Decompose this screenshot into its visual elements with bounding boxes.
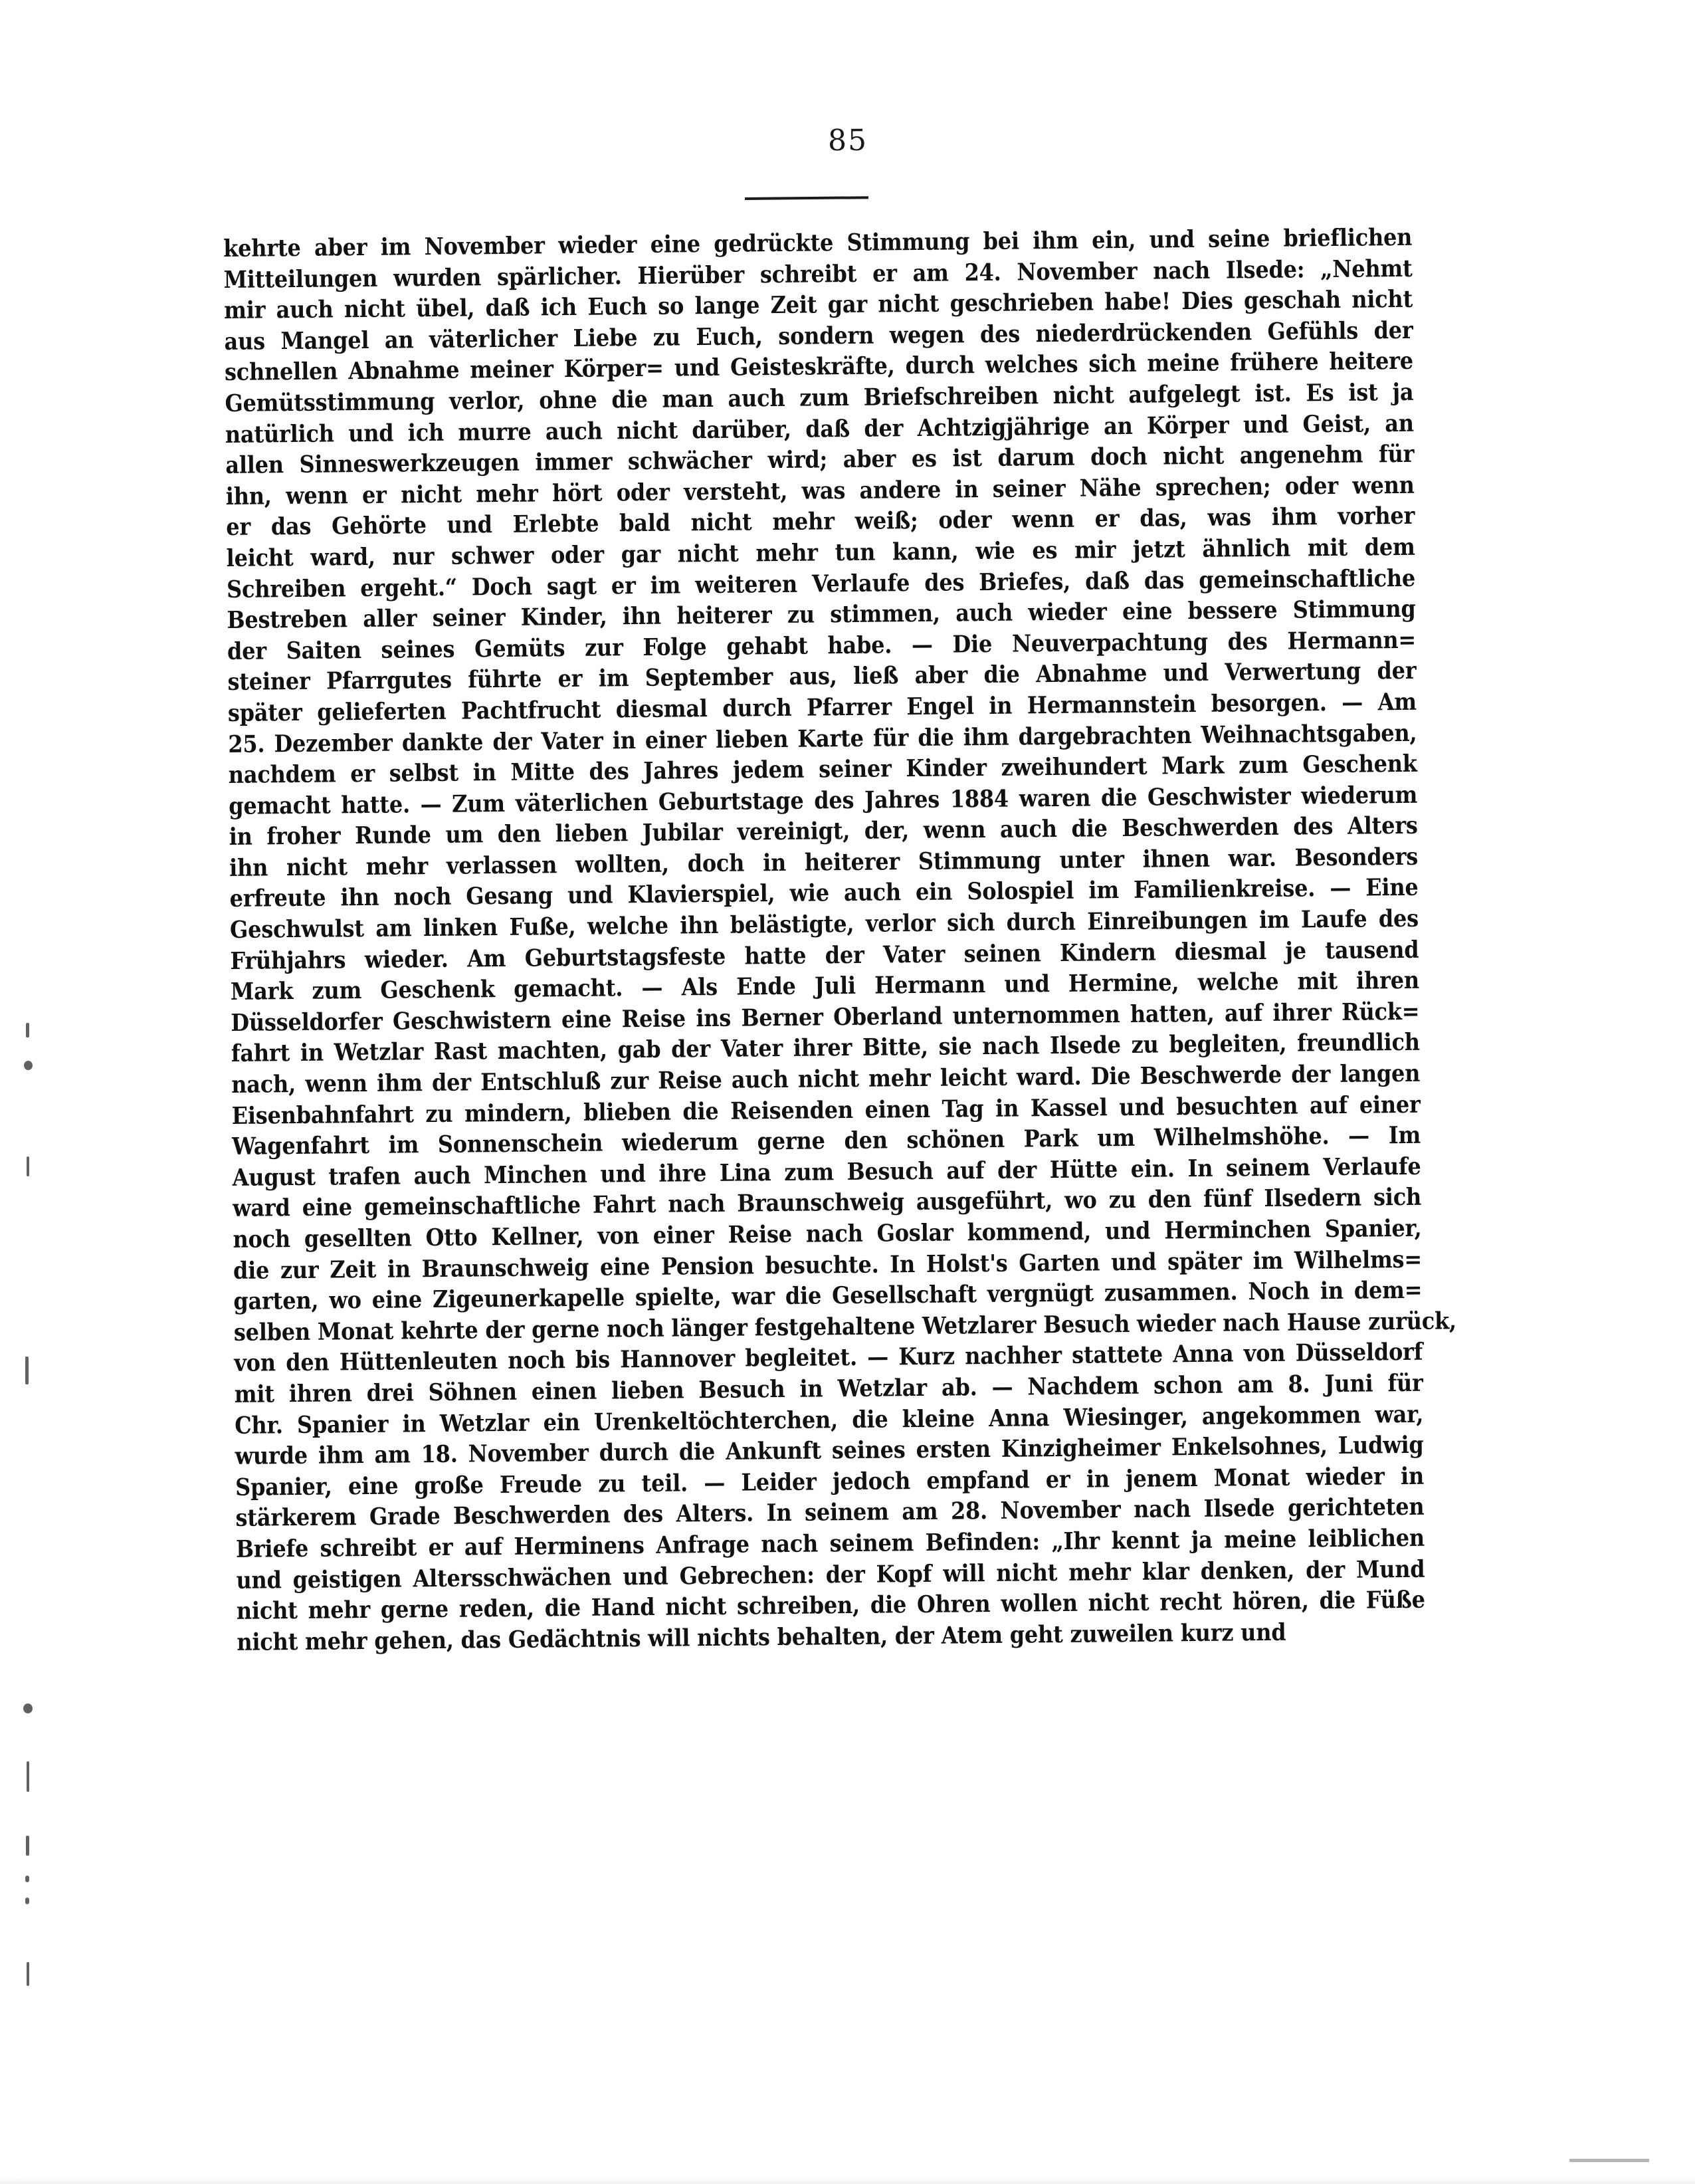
body-text-block <box>223 223 1457 1658</box>
line-text: stärkerem Grade Beschwerden des Alters. In seinem am 28. November nach Ilsede gerichteten <box>235 1493 1425 1533</box>
line-text: selben Monat kehrte der gerne noch länger festgehaltene Wetzlarer Besuch wieder nach Hause zurück, <box>233 1307 1457 1347</box>
line-text: Mitteilungen wurden spärlicher. Hierüber schreibt er am 24. November nach Ilsede: „Nehmt <box>223 255 1413 294</box>
line-text: ward eine gemeinschaftliche Fahrt nach Braunschweig ausgeführt, wo zu den fünf Ilsedern sich <box>232 1184 1422 1223</box>
line-text: Mark zum Geschenk gemacht. — Als Ende Juli Hermann und Hermine, welche mit ihren <box>230 967 1420 1006</box>
line-text: Düsseldorfer Geschwistern eine Reise ins Berner Oberland unternommen hatten, auf ihrer Rück= <box>231 998 1420 1037</box>
line-text: erfreute ihn noch Gesang und Klavierspiel, wie auch ein Solospiel im Familienkreise. — Eine <box>229 874 1419 913</box>
scan-artifact-mark <box>25 1357 29 1384</box>
line-text: und geistigen Altersschwächen und Gebrechen: der Kopf will nicht mehr klar denken, der Mund <box>236 1555 1425 1594</box>
scan-artifact-mark <box>26 1023 29 1037</box>
scan-left-edge <box>0 0 18 2184</box>
scan-artifact-mark <box>27 1156 29 1176</box>
line-text: noch gesellten Otto Kellner, von einer Reise nach Goslar kommend, und Herminchen Spanier, <box>233 1214 1422 1254</box>
scan-artifact-mark <box>27 1761 29 1792</box>
scan-bottom-edge <box>0 2177 1695 2184</box>
line-text: garten, wo eine Zigeunerkapelle spielte, war die Gesellschaft vergnügt zusammen. Noch in dem= <box>233 1276 1423 1316</box>
line-text: Geschwulst am linken Fuße, welche ihn belästigte, verlor sich durch Einreibungen im Laufe des <box>229 905 1419 944</box>
line-text: steiner Pfarrgutes führte er im September aus, ließ aber die Abnahme und Verwertung der <box>227 657 1417 697</box>
line-text: nachdem er selbst in Mitte des Jahres jedem seiner Kinder zweihundert Mark zum Geschenk <box>228 750 1417 790</box>
scan-artifact-mark <box>23 1703 33 1713</box>
line-text: August trafen auch Minchen und ihre Lina zum Besuch auf der Hütte ein. In seinem Verlaufe <box>232 1152 1421 1192</box>
line-text: kehrte aber im November wieder eine gedrückte Stimmung bei ihm ein, und seine brieflichen <box>223 223 1413 263</box>
line-text: fahrt in Wetzlar Rast machten, gab der Vater ihrer Bitte, sie nach Ilsede zu begleiten, freundlich <box>231 1029 1420 1068</box>
line-text: in froher Runde um den lieben Jubilar vereinigt, der, wenn auch die Beschwerden des Alters <box>229 812 1418 851</box>
line-text: gemacht hatte. — Zum väterlichen Geburtstage des Jahres 1884 waren die Geschwister wiederum <box>229 781 1418 820</box>
line-text: nach, wenn ihm der Entschluß zur Reise auch nicht mehr leicht ward. Die Beschwerde der langen <box>231 1059 1421 1099</box>
line-text: nicht mehr gerne reden, die Hand nicht schreiben, die Ohren wollen nicht recht hören, die Füße <box>236 1586 1426 1626</box>
line-text: mir auch nicht übel, daß ich Euch so lange Zeit gar nicht geschrieben habe! Dies geschah nicht <box>223 286 1413 325</box>
line-text: Briefe schreibt er auf Herminens Anfrage nach seinem Befinden: „Ihr kennt ja meine leiblichen <box>235 1524 1425 1563</box>
line-text: wurde ihm am 18. November durch die Ankunft seines ersten Kinzigheimer Enkelsohnes, Ludwig <box>235 1431 1424 1471</box>
line-text: von den Hüttenleuten noch bis Hannover begleitet. — Kurz nachher stattete Anna von Düsseldorf <box>234 1339 1423 1378</box>
line-text: er das Gehörte und Erlebte bald nicht mehr weiß; oder wenn er das, was ihm vorher <box>226 502 1415 542</box>
line-text: Gemütsstimmung verlor, ohne die man auch zum Briefschreiben nicht aufgelegt ist. Es ist ja <box>225 378 1414 417</box>
page-number: 85 <box>827 123 868 158</box>
line-text: der Saiten seines Gemüts zur Folge gehabt habe. — Die Neuverpachtung des Hermann= <box>227 626 1417 665</box>
line-text: Frühjahrs wieder. Am Geburtstagsfeste hatte der Vater seinen Kindern diesmal je tausend <box>230 936 1419 975</box>
line-text: ihn, wenn er nicht mehr hört oder versteht, was andere in seiner Nähe sprechen; oder wenn <box>225 471 1415 510</box>
line-text: nicht mehr gehen, das Gedächtnis will nichts behalten, der Atem geht zuweilen kurz und <box>237 1618 1286 1656</box>
scan-artifact-mark <box>1569 2159 1649 2162</box>
line-text: Eisenbahnfahrt zu mindern, blieben die Reisenden einen Tag in Kassel und besuchten auf einer <box>231 1091 1421 1130</box>
line-text: Chr. Spanier in Wetzlar ein Urenkeltöchterchen, die kleine Anna Wiesinger, angekommen war, <box>235 1400 1424 1440</box>
scan-artifact-mark <box>27 1962 29 1986</box>
scan-artifact-mark <box>25 1876 29 1882</box>
line-text: schnellen Abnahme meiner Körper= und Geisteskräfte, durch welches sich meine frühere heitere <box>224 348 1414 387</box>
page-header <box>0 123 1695 158</box>
line-text: Bestreben aller seiner Kinder, ihn heiterer zu stimmen, auch wieder eine bessere Stimmung <box>227 595 1416 635</box>
line-text: später gelieferten Pachtfrucht diesmal durch Pfarrer Engel in Hermannstein besorgen. — Am <box>227 688 1417 727</box>
line-text: aus Mangel an väterlicher Liebe zu Euch, sondern wegen des niederdrückenden Gefühls der <box>224 316 1413 356</box>
scan-artifact-mark <box>25 1898 29 1904</box>
line-text: Spanier, eine große Freude zu teil. — Leider jedoch empfand er in jenem Monat wieder in <box>235 1462 1425 1501</box>
line-text: die zur Zeit in Braunschweig eine Pension besuchte. In Holst's Garten und später im Wilhelms= <box>233 1246 1423 1285</box>
line-text: allen Sinneswerkzeugen immer schwächer wird; aber es ist darum doch nicht angenehm für <box>225 440 1415 480</box>
line-text: mit ihren drei Söhnen einen lieben Besuch in Wetzlar ab. — Nachdem schon am 8. Juni für <box>234 1369 1423 1408</box>
line-text: Schreiben ergeht.“ Doch sagt er im weiteren Verlaufe des Briefes, daß das gemeinschaftliche <box>226 564 1416 603</box>
line-text: Wagenfahrt im Sonnenschein wiederum gerne den schönen Park um Wilhelmshöhe. — Im <box>231 1121 1421 1161</box>
scan-artifact-mark <box>26 1836 29 1856</box>
line-text: leicht ward, nur schwer oder gar nicht mehr tun kann, wie es mir jetzt ähnlich mit dem <box>226 533 1415 572</box>
header-rule <box>745 196 868 200</box>
scan-artifact-mark <box>24 1061 33 1070</box>
line-text: natürlich und ich murre auch nicht darüber, daß der Achtzigjährige an Körper und Geist, an <box>225 409 1415 449</box>
line-text: 25. Dezember dankte der Vater in einer lieben Karte für die ihm dargebrachten Weihnachtsgaben, <box>228 719 1417 758</box>
line-text: ihn nicht mehr verlassen wollten, doch in heiterer Stimmung unter ihnen war. Besonders <box>229 843 1419 882</box>
